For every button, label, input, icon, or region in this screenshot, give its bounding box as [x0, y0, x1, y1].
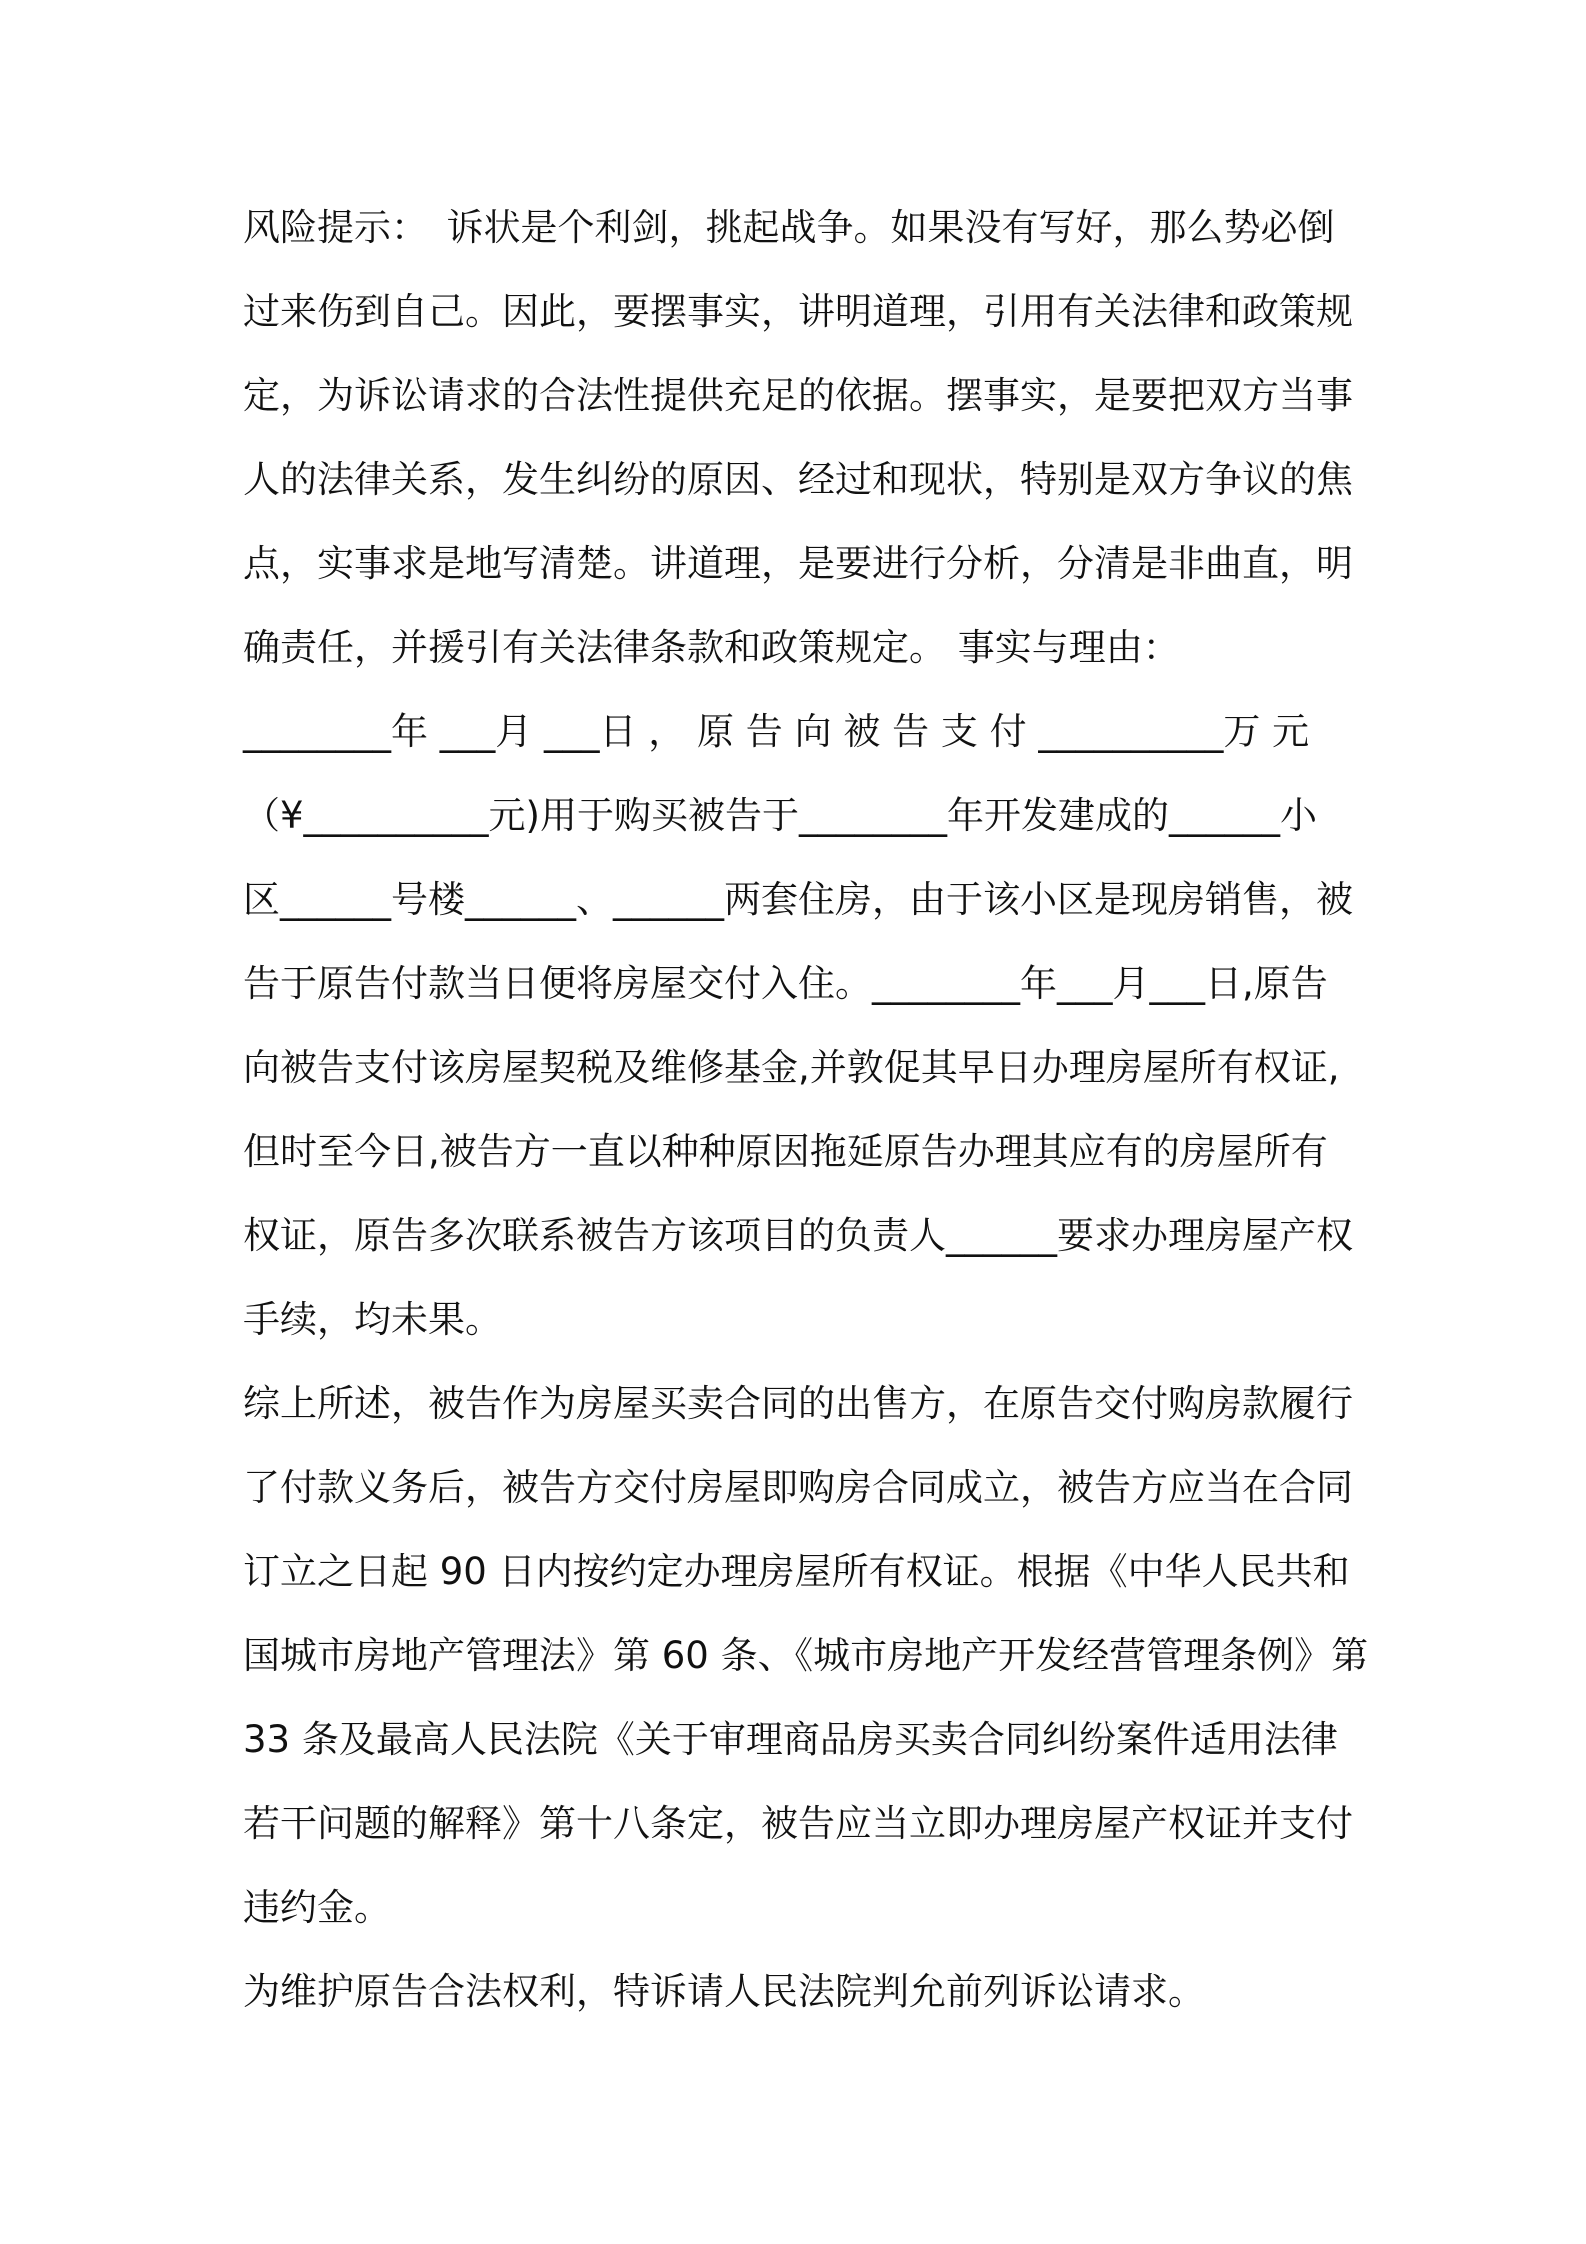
text-line: 区______号楼______、______两套住房，由于该小区是现房销售，被: [243, 878, 1353, 921]
text-line: 为维护原告合法权利，特诉请人民法院判允前列诉讼请求。: [243, 1970, 1205, 2013]
text-line: （¥__________元)用于购买被告于________年开发建成的______小: [243, 794, 1317, 837]
text-line: 定，为诉讼请求的合法性提供充足的依据。摆事实，是要把双方当事: [243, 374, 1353, 417]
text-line: 违约金。: [243, 1886, 391, 1929]
text-line: 33 条及最高人民法院《关于审理商品房买卖合同纠纷案件适用法律: [243, 1718, 1338, 1761]
text-line: 过来伤到自己。因此，要摆事实，讲明道理，引用有关法律和政策规: [243, 290, 1353, 333]
text-line: 订立之日起 90 日内按约定办理房屋所有权证。根据《中华人民共和: [243, 1550, 1350, 1593]
text-line: 确责任，并援引有关法律条款和政策规定。 事实与理由：: [243, 626, 1180, 669]
text-line: 人的法律关系，发生纠纷的原因、经过和现状，特别是双方争议的焦: [243, 458, 1353, 501]
text-line: 告于原告付款当日便将房屋交付入住。________年___月___日,原告: [243, 962, 1328, 1005]
text-line: 向被告支付该房屋契税及维修基金,并敦促其早日办理房屋所有权证,: [243, 1046, 1340, 1089]
text-line: 若干问题的解释》第十八条定，被告应当立即办理房屋产权证并支付: [243, 1802, 1353, 1845]
text-line: ________年 ___月 ___日 ， 原 告 向 被 告 支 付 __________万 元: [243, 710, 1310, 753]
text-line: 权证，原告多次联系被告方该项目的负责人______要求办理房屋产权: [243, 1214, 1353, 1257]
text-line: 但时至今日,被告方一直以种种原因拖延原告办理其应有的房屋所有: [243, 1130, 1328, 1173]
text-line: 风险提示： 诉状是个利剑，挑起战争。如果没有写好，那么势必倒: [243, 206, 1335, 249]
text-line: 手续，均未果。: [243, 1298, 502, 1341]
text-line: 了付款义务后，被告方交付房屋即购房合同成立，被告方应当在合同: [243, 1466, 1353, 1509]
text-line: 点，实事求是地写清楚。讲道理，是要进行分析，分清是非曲直，明: [243, 542, 1353, 585]
text-line: 国城市房地产管理法》第 60 条、《城市房地产开发经营管理条例》第: [243, 1634, 1369, 1677]
text-line: 综上所述，被告作为房屋买卖合同的出售方，在原告交付购房款履行: [243, 1382, 1353, 1425]
